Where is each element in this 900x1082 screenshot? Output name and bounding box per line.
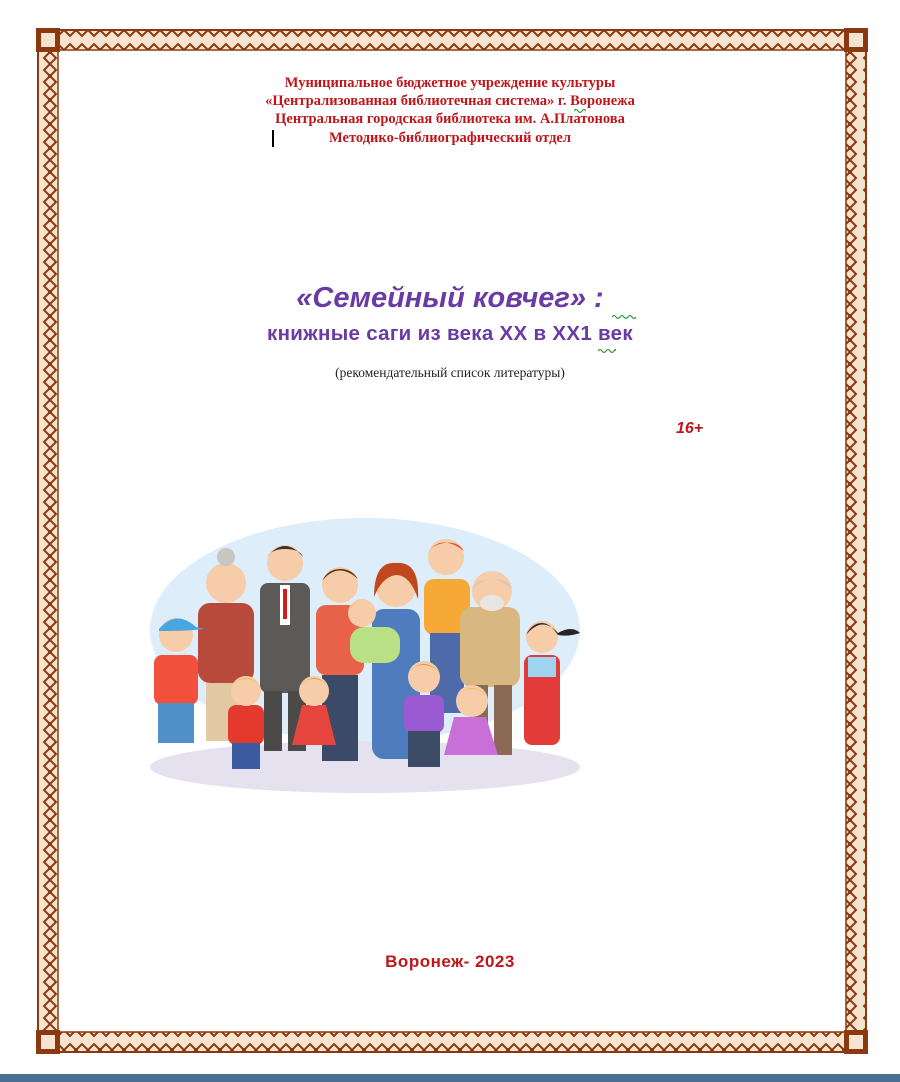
list-type-note: (рекомендательный список литературы) <box>335 365 565 380</box>
window-bottom-bar <box>0 1074 900 1082</box>
footer-city-year: Воронеж- 2023 <box>385 952 515 971</box>
spellcheck-squiggle <box>612 314 636 320</box>
toddler-boy-figure <box>228 676 264 769</box>
boy-purple-figure <box>404 661 444 767</box>
document-subtitle: книжные саги из века ХХ в ХХ1 век <box>267 322 633 345</box>
text-cursor <box>272 130 274 147</box>
family-illustration <box>140 505 590 805</box>
spellcheck-squiggle <box>574 108 586 114</box>
header-department: Методико-библиографический отдел <box>329 130 571 146</box>
header-central-library: Центральная городская библиотека им. А.Платонова <box>275 111 625 127</box>
document-title: «Семейный ковчег» : <box>296 282 604 314</box>
header-institution: Муниципальное бюджетное учреждение культуры <box>284 75 616 91</box>
header-library-system: «Централизованная библиотечная система» г. Воронежа <box>265 93 635 109</box>
spellcheck-squiggle <box>598 348 616 354</box>
age-rating: 16+ <box>676 420 704 437</box>
